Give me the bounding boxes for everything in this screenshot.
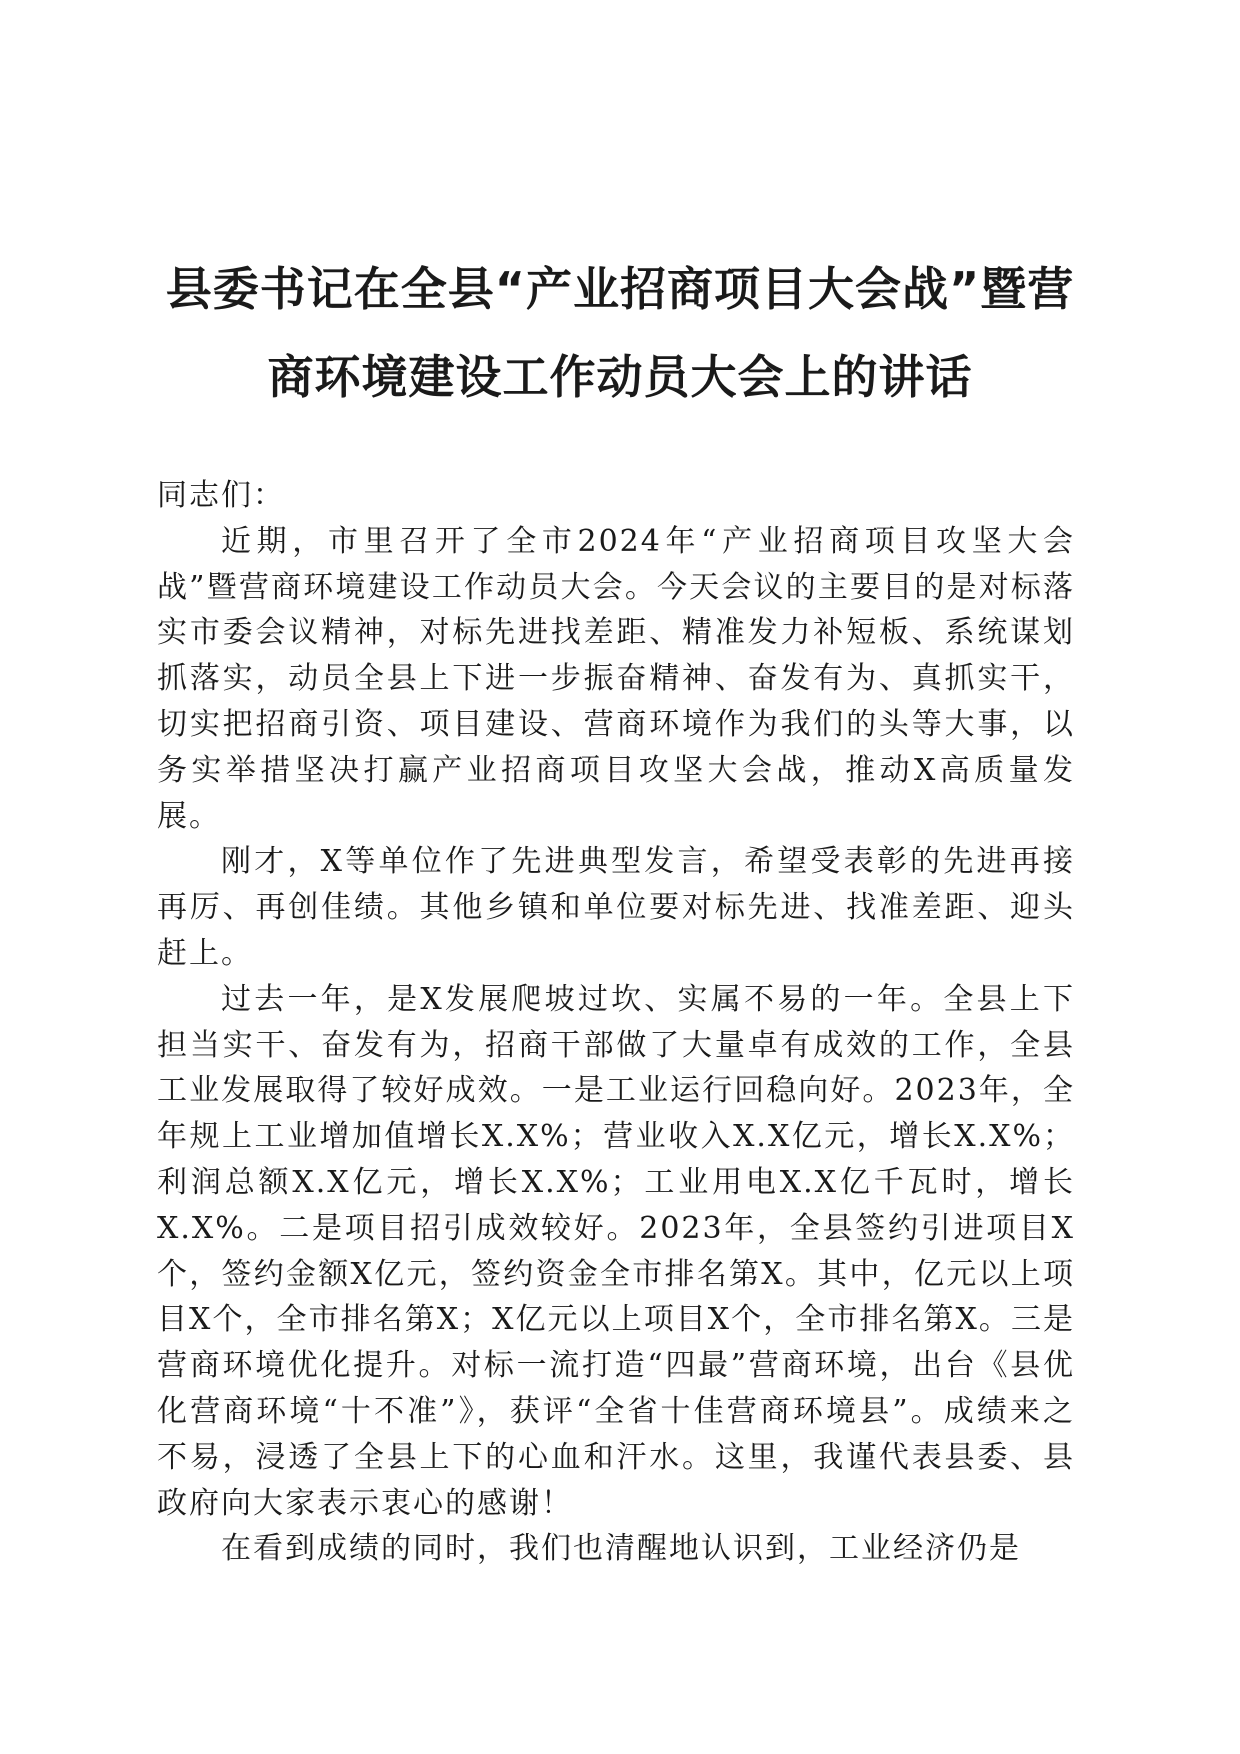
paragraph-3: 过去一年，是X发展爬坡过坎、实属不易的一年。全县上下担当实干、奋发有为，招商干部做了大量卓有成效的工作，全县工业发展取得了较好成效。一是工业运行回稳向好。2023年，全年规上工业增加值增长X.X%；营业收入X.X亿元，增长X.X%；利润总额X.X亿元，增长X.X%；工业用电X.X亿千瓦时，增长X.X%。二是项目招引成效较好。2023年，全县签约引进项目X个，签约金额X亿元，签约资金全市排名第X。其中，亿元以上项目X个，全市排名第X；X亿元以上项目X个，全市排名第X。三是营商环境优化提升。对标一流打造“四最”营商环境，出台《县优化营商环境“十不准”》，获评“全省十佳营商环境县”。成绩来之不易，浸透了全县上下的心血和汗水。这里，我谨代表县委、县政府向大家表示衷心的感谢！	[157, 981, 1075, 1521]
paragraph-2: 刚才，X等单位作了先进典型发言，希望受表彰的先进再接再厉、再创佳绩。其他乡镇和单位要对标先进、找准差距、迎头赶上。	[157, 844, 1075, 971]
title-line-1: 县委书记在全县“产业招商项目大会战”暨营	[165, 262, 1075, 316]
title-line-2: 商环境建设工作动员大会上的讲话	[267, 350, 973, 404]
paragraph-1: 近期，市里召开了全市2024年“产业招商项目攻坚大会战”暨营商环境建设工作动员大会。今天会议的主要目的是对标落实市委会议精神，对标先进找差距、精准发力补短板、系统谋划抓落实，动员全县上下进一步振奋精神、奋发有为、真抓实干，切实把招商引资、项目建设、营商环境作为我们的头等大事，以务实举措坚决打赢产业招商项目攻坚大会战，推动X高质量发展。	[157, 523, 1075, 834]
document-body	[157, 473, 1075, 1572]
salutation: 同志们：	[157, 478, 285, 513]
paragraph-4: 在看到成绩的同时，我们也清醒地认识到，工业经济仍是	[221, 1531, 1021, 1567]
document-title	[140, 245, 1100, 421]
